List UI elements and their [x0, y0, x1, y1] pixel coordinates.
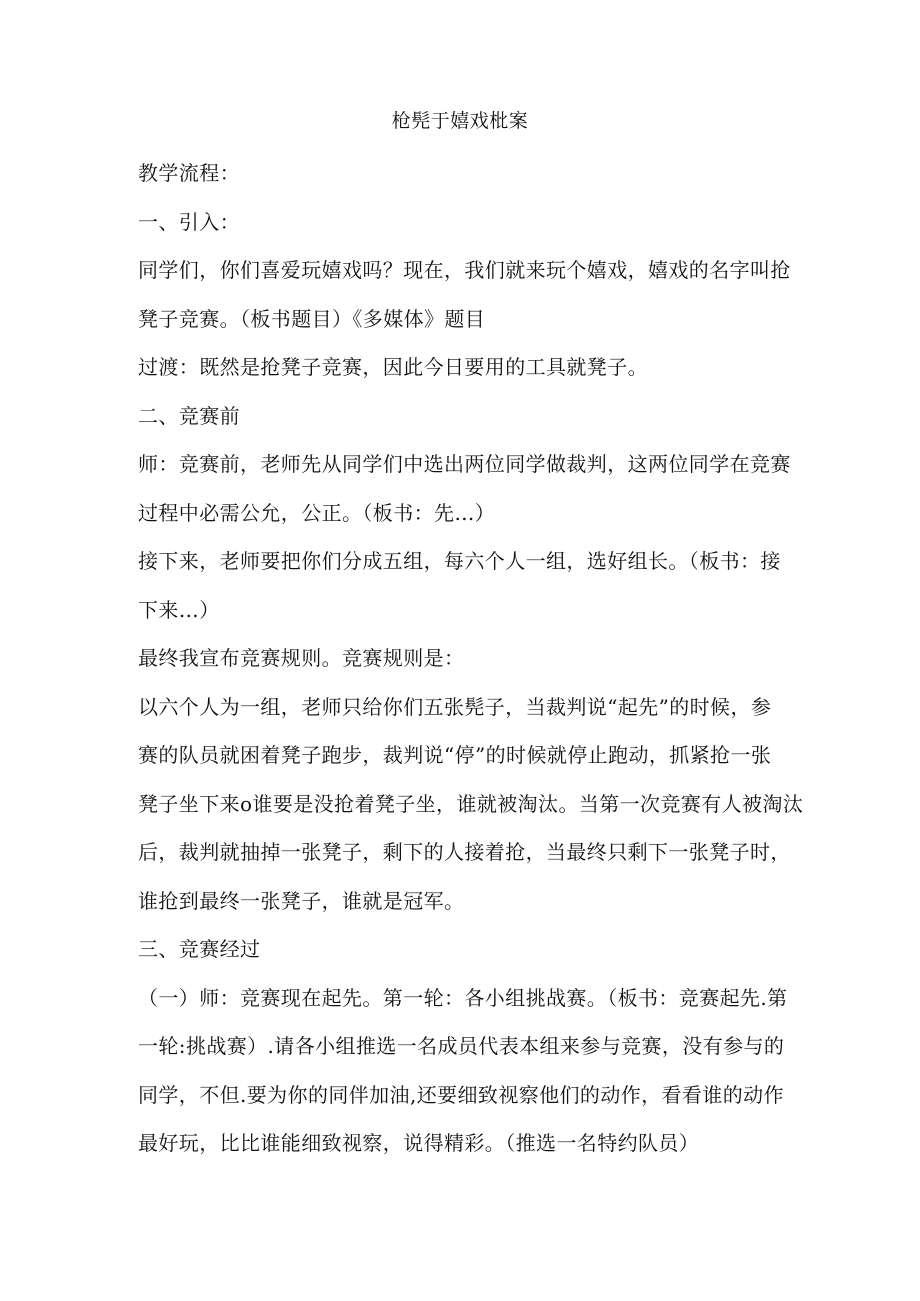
text-line: 同学，不但.要为你的同伴加油,还要细致视察他们的动作，看看谁的动作 [138, 1082, 784, 1107]
text-line: 接下来，老师要把你们分成五组，每六个人一组，选好组长。（板书：接 [138, 549, 781, 573]
text-line: 一轮:挑战赛）.请各小组推选一名成员代表本组来参与竞赛，没有参与的 [138, 1034, 785, 1058]
text-line: （一）师：竞赛现在起先。第一轮：各小组挑战赛。（板书：竞赛起先.第 [138, 985, 788, 1010]
text-line: 最终我宣布竞赛规则。竞赛规则是： [138, 646, 465, 670]
text-line: 赛的队员就困着凳子跑步，裁判说“停”的时候就停止跑动，抓紧抢一张 [138, 743, 772, 767]
text-line: 师：竞赛前，老师先从同学们中选出两位同学做裁判，这两位同学在竞赛 [138, 452, 791, 476]
text-line: 以六个人为一组，老师只给你们五张髡子，当裁判说“起先”的时候，参 [138, 694, 772, 719]
text-line: 过程中必需公允，公正。（板书：先…） [138, 500, 496, 525]
text-line: 凳子坐下来o谁要是没抢着凳子坐，谁就被淘汰。当第一次竞赛有人被淘汰 [138, 791, 804, 816]
text-line: 同学们，你们喜爱玩嬉戏吗？现在，我们就来玩个嬉戏，嬉戏的名字叫抢 [138, 258, 791, 282]
text-line: 下来…） [138, 597, 220, 622]
text-line: 最好玩，比比谁能细致视察，说得精彩。（推选一名特约队员） [138, 1131, 700, 1155]
text-line: 谁抢到最终一张凳子，谁就是冠军。 [138, 888, 465, 913]
document-title: 枪髡于嬉戏枇案 [391, 110, 529, 132]
text-line: 过渡：既然是抢凳子竞赛，因此今日要用的工具就凳子。 [138, 355, 648, 379]
text-line: 教学流程： [138, 161, 240, 185]
document-body [138, 149, 804, 1168]
text-line: 二、竞赛前 [138, 403, 240, 428]
text-line: 一、引入： [138, 209, 240, 234]
text-line: 三、竞赛经过 [138, 937, 261, 961]
text-line: 后，裁判就抽掉一张凳子，剩下的人接着抢，当最终只剩下一张凳子时， [138, 840, 791, 864]
text-line: 凳子竞赛。（板书题目）《多媒体》题目 [138, 306, 486, 331]
